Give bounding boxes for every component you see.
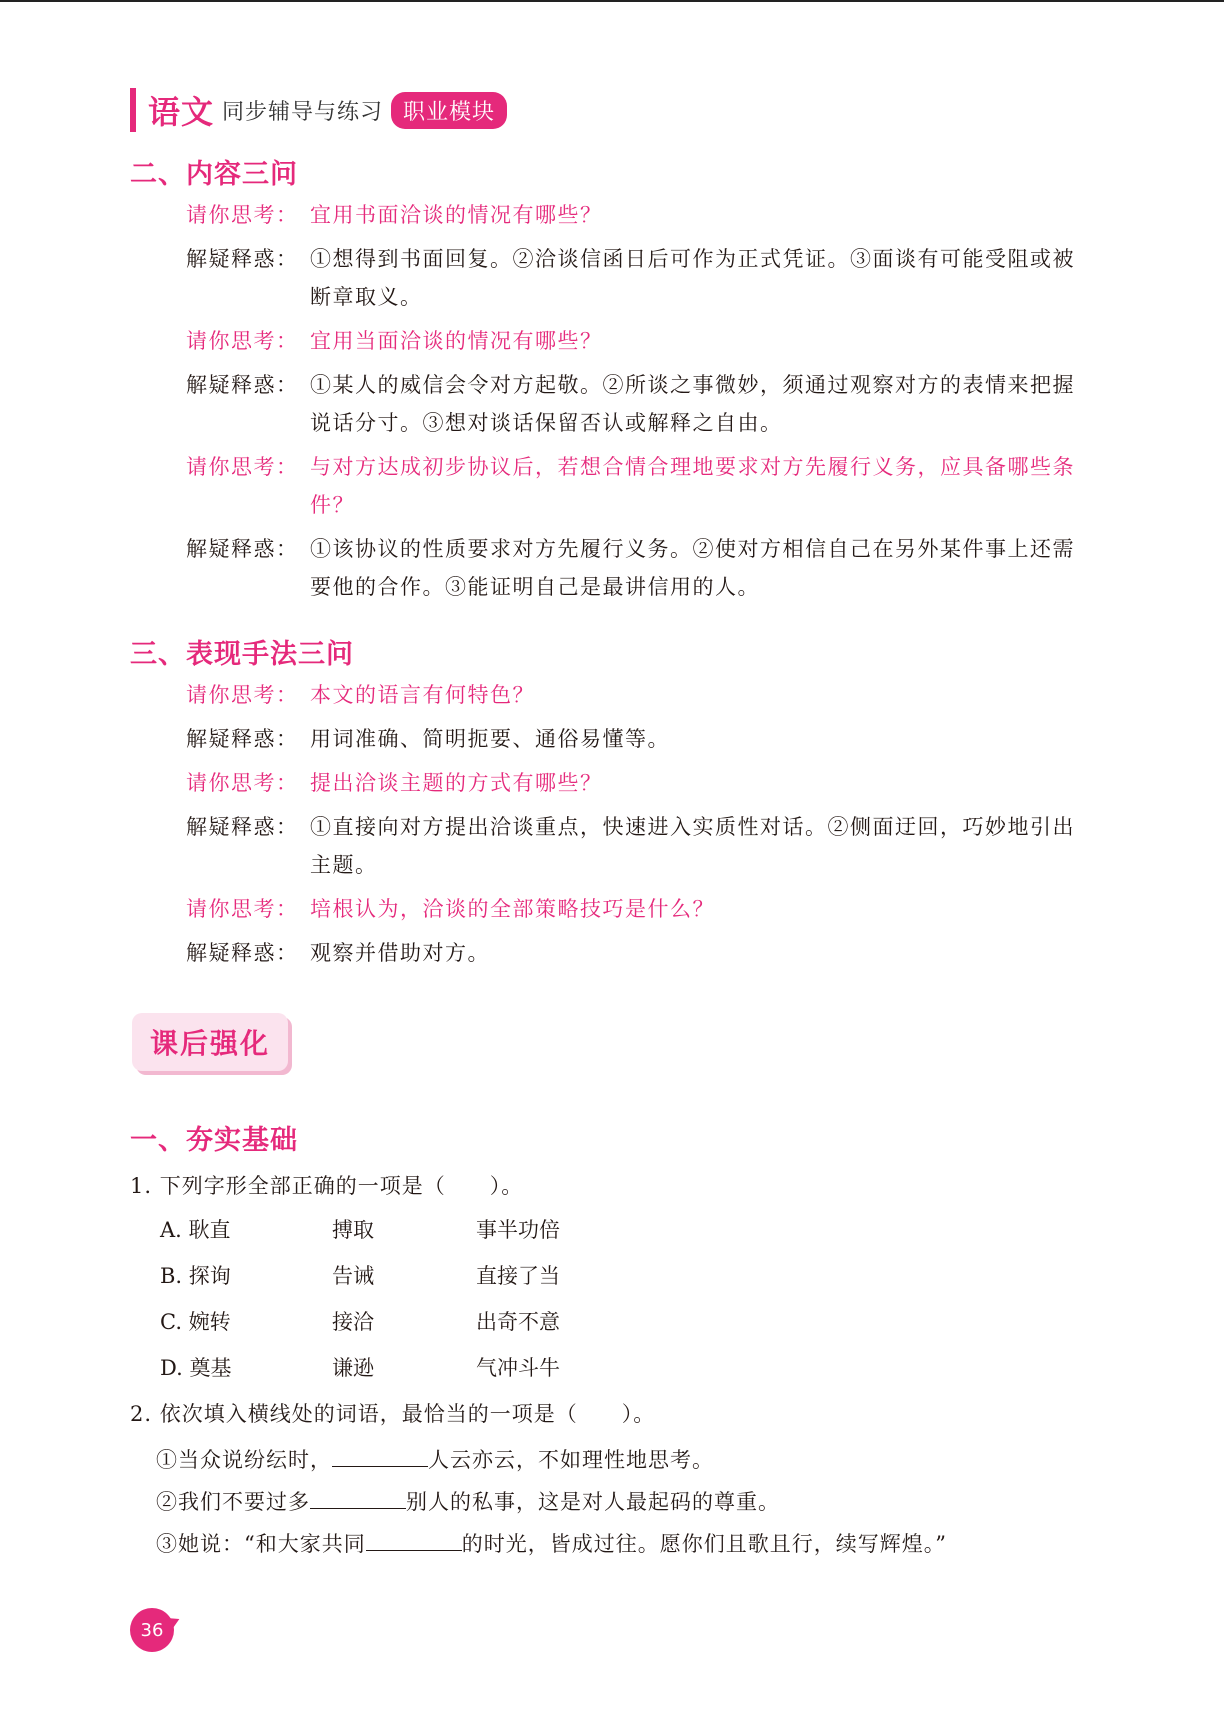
sentence-text: 的时光，皆成过往。愿你们且歌且行，续写辉煌。” [461, 1532, 947, 1556]
fill-blank[interactable] [310, 1490, 406, 1509]
header-subject: 语文 [148, 93, 215, 131]
exercise-stem: 1. 下列字形全部正确的一项是（ ）。 [130, 1174, 524, 1198]
question-block [186, 890, 1086, 928]
fill-blank[interactable] [332, 1448, 428, 1467]
question-block [186, 322, 1086, 360]
option-word: 直接了当 [476, 1264, 560, 1288]
sentence-text: 人云亦云，不如理性地思考。 [428, 1448, 714, 1472]
question-text: 与对方达成初步协议后，若想合情合理地要求对方先履行义务，应具备哪些条件？ [310, 455, 1075, 517]
section-heading: 二、内容三问 [130, 159, 298, 190]
option-label: D. 奠基 [160, 1356, 232, 1380]
question-block [186, 764, 1086, 802]
exercise-stem: 2. 依次填入横线处的词语，最恰当的一项是（ ）。 [130, 1402, 656, 1426]
question-block [186, 448, 1086, 524]
option-word: 谦逊 [332, 1356, 374, 1380]
section-heading: 一、夯实基础 [130, 1125, 298, 1156]
answer-text: ①该协议的性质要求对方先履行义务。②使对方相信自己在另外某件事上还需要他的合作。③能证明自己是最讲信用的人。 [310, 537, 1075, 599]
page-header [130, 86, 507, 134]
page-number: 36 [130, 1608, 174, 1652]
option-label: C. 婉转 [160, 1310, 231, 1334]
option-label: B. 探询 [160, 1264, 231, 1288]
question-label: 请你思考： [186, 897, 299, 921]
option-label: A. 耿直 [160, 1218, 231, 1242]
answer-block [186, 530, 1086, 606]
option-word: 气冲斗牛 [476, 1356, 560, 1380]
answer-block [186, 934, 1086, 972]
question-text: 培根认为，洽谈的全部策略技巧是什么？ [310, 897, 715, 921]
question-text: 宜用书面洽谈的情况有哪些？ [310, 203, 603, 227]
sentence-item [156, 1528, 947, 1558]
answer-block [186, 366, 1086, 442]
fill-blank[interactable] [366, 1532, 462, 1551]
header-title: 同步辅导与练习 [222, 99, 384, 125]
header-accent-bar [130, 88, 136, 132]
question-label: 请你思考： [186, 771, 299, 795]
answer-label: 解疑释惑： [186, 537, 299, 561]
question-label: 请你思考： [186, 329, 299, 353]
answer-block [186, 808, 1086, 884]
answer-text: ①某人的威信会令对方起敬。②所谈之事微妙，须通过观察对方的表情来把握说话分寸。③想对谈话保留否认或解释之自由。 [310, 373, 1075, 435]
sentence-item [156, 1444, 714, 1474]
option-word: 出奇不意 [476, 1310, 560, 1334]
option-word: 事半功倍 [476, 1218, 560, 1242]
sentence-text: ①当众说纷纭时， [156, 1448, 332, 1472]
answer-text: ①直接向对方提出洽谈重点，快速进入实质性对话。②侧面迂回，巧妙地引出主题。 [310, 815, 1075, 877]
sentence-text: ③她说：“和大家共同 [156, 1532, 366, 1556]
question-label: 请你思考： [186, 683, 299, 707]
answer-label: 解疑释惑： [186, 373, 299, 397]
question-text: 本文的语言有何特色？ [310, 683, 535, 707]
sentence-text: ②我们不要过多 [156, 1490, 310, 1514]
answer-text: 观察并借助对方。 [310, 941, 490, 965]
answer-label: 解疑释惑： [186, 815, 299, 839]
after-class-badge: 课后强化 [132, 1013, 288, 1071]
top-rule [0, 0, 1224, 2]
sentence-text: 别人的私事，这是对人最起码的尊重。 [406, 1490, 780, 1514]
answer-block [186, 240, 1086, 316]
question-label: 请你思考： [186, 455, 299, 479]
section-heading: 三、表现手法三问 [130, 639, 354, 670]
answer-block [186, 720, 1086, 758]
question-block [186, 676, 1086, 714]
answer-text: 用词准确、简明扼要、通俗易懂等。 [310, 727, 670, 751]
header-badge: 职业模块 [391, 92, 507, 129]
answer-label: 解疑释惑： [186, 247, 299, 271]
option-word: 接洽 [332, 1310, 374, 1334]
option-word: 搏取 [332, 1218, 374, 1242]
question-label: 请你思考： [186, 203, 299, 227]
option-word: 告诫 [332, 1264, 374, 1288]
answer-label: 解疑释惑： [186, 941, 299, 965]
answer-text: ①想得到书面回复。②洽谈信函日后可作为正式凭证。③面谈有可能受阻或被断章取义。 [310, 247, 1075, 309]
question-text: 宜用当面洽谈的情况有哪些？ [310, 329, 603, 353]
sentence-item [156, 1486, 780, 1516]
answer-label: 解疑释惑： [186, 727, 299, 751]
question-block [186, 196, 1086, 234]
question-text: 提出洽谈主题的方式有哪些？ [310, 771, 603, 795]
